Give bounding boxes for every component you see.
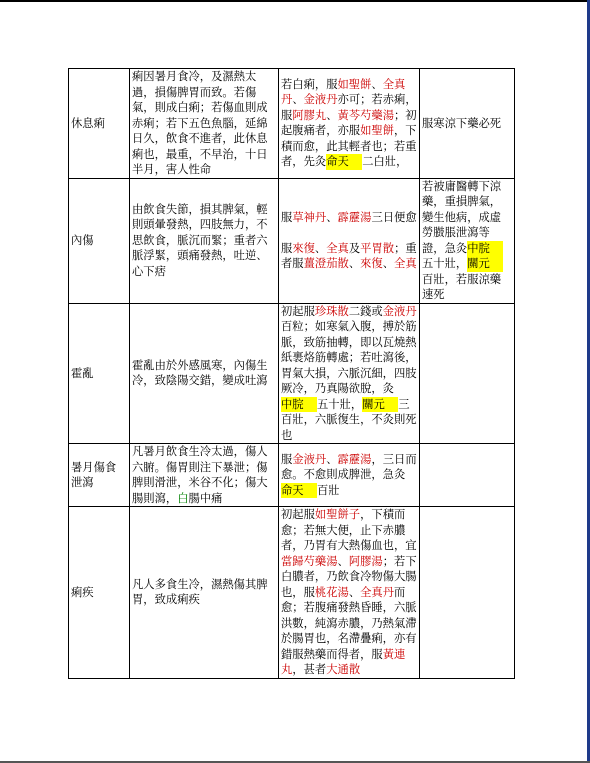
text-run: 、 bbox=[314, 241, 327, 255]
highlighted-point: 中脘 bbox=[467, 241, 503, 257]
text-run: 凡暑月飲食生冷太過，傷人六腑。傷胃則注下暴泄；傷脾則滑泄，米谷不化；傷大腸則瀉， bbox=[132, 445, 268, 505]
remedy-name: 阿膠丸 bbox=[292, 108, 327, 122]
text-run: 二錢或 bbox=[348, 304, 383, 318]
remedy-name: 全真 bbox=[394, 257, 417, 270]
text-run: 服 bbox=[281, 210, 293, 224]
remedy-name: 如聖餅 bbox=[337, 77, 372, 91]
text-run: 三百壯，六脈復生，不灸則死也 bbox=[281, 397, 417, 442]
remedy-name: 金液丹 bbox=[382, 304, 417, 318]
note-cell bbox=[420, 444, 515, 507]
highlighted-point: 命天 bbox=[326, 154, 362, 170]
text-run: 、 bbox=[371, 77, 383, 91]
disease-cell: 休息痢 bbox=[69, 69, 130, 179]
treatment-cell bbox=[279, 444, 420, 507]
cause-cell: 由飲食失節，損其脾氣，輕則頭暈發熱，四肢無力，不思飲食，脈沉而緊；重者六脈浮緊，頭痛發熱，吐逆、心下痞 bbox=[130, 178, 279, 303]
remedy-name: 全真丹 bbox=[281, 77, 406, 107]
highlighted-point: 命天 bbox=[281, 483, 317, 499]
treatment-cell bbox=[279, 178, 420, 303]
text-run: 、 bbox=[326, 452, 338, 466]
text-run: ；初起腹痛者，亦服 bbox=[281, 108, 417, 138]
disease-cell: 痢疾 bbox=[69, 507, 130, 679]
text-run: 亦可；若赤痢，服 bbox=[281, 93, 417, 122]
remedy-name: 全真丹 bbox=[360, 585, 395, 599]
disease-cell: 暑月傷食泄瀉 bbox=[69, 444, 130, 507]
text-run: 初起服 bbox=[281, 304, 315, 318]
remedy-name: 霹靂湯 bbox=[337, 452, 372, 466]
text-run: 、 bbox=[326, 108, 338, 122]
text-run: 服 bbox=[281, 241, 293, 255]
text-run: 及 bbox=[348, 241, 361, 255]
text-run: ，三日而愈。不愈則成脾泄，急灸 bbox=[281, 452, 417, 482]
text-run: 五十壯， bbox=[317, 397, 363, 411]
text-run: 白 bbox=[177, 491, 189, 505]
top-border bbox=[0, 0, 590, 2]
remedy-name: 黃連丸 bbox=[281, 647, 406, 676]
text-run: ；若下白膿者，乃飲食冷物傷大腸也，服 bbox=[281, 554, 417, 599]
remedy-name: 來復 bbox=[360, 257, 383, 270]
text-run: 三日便愈 bbox=[371, 210, 417, 224]
text-run: 、 bbox=[337, 554, 349, 568]
highlighted-point: 關元 bbox=[362, 397, 398, 413]
remedy-name: 霹靂湯 bbox=[337, 210, 372, 224]
cause-cell: 霍亂由於外感風寒，內傷生冷，致陰陽交錯，變成吐瀉 bbox=[130, 303, 279, 444]
text-run: ，甚者 bbox=[292, 663, 327, 676]
text-run: 初起服 bbox=[281, 508, 315, 521]
treatment-cell bbox=[279, 507, 420, 679]
text-run: 、 bbox=[382, 257, 395, 270]
highlighted-point: 關元 bbox=[467, 256, 503, 272]
remedy-name: 薑澄茄散 bbox=[303, 257, 349, 270]
remedy-name: 全真 bbox=[326, 241, 349, 255]
text-run: 若被庸醫轉下涼藥，重損脾氣，變生他病，成虛勞臌脹泄瀉等證，急灸 bbox=[422, 179, 502, 255]
symptom-table bbox=[68, 68, 515, 679]
table-row bbox=[69, 303, 515, 444]
text-run: 百壯 bbox=[317, 483, 340, 497]
cause-cell bbox=[130, 444, 279, 507]
remedy-name: 來復 bbox=[292, 241, 315, 255]
remedy-name: 平胃散 bbox=[360, 241, 395, 255]
note-cell bbox=[420, 507, 515, 679]
text-run: 服 bbox=[281, 452, 293, 466]
cause-cell: 凡人多食生冷，濕熱傷其脾胃，致成痢疾 bbox=[130, 507, 279, 679]
remedy-name: 黃芩芍藥湯 bbox=[337, 108, 395, 122]
treatment-cell bbox=[279, 303, 420, 444]
remedy-name: 桃花湯 bbox=[314, 585, 349, 599]
disease-cell: 內傷 bbox=[69, 178, 130, 303]
text-run: 百粒；如寒氣入腹，搏於筋脈，致筋抽轉，即以瓦燒熱紙裹烙筋轉處；若吐瀉後，胃氣大損，六脈沉細，四肢厥冷，乃真陽欲脫，灸 bbox=[281, 320, 417, 395]
text-run: 而愈；若腹痛發熱昏睡，六脈洪數，純瀉赤膿，乃熱氣滯於腸胃也，名滯疊痢，亦有錯服熱藥而得者，服 bbox=[281, 585, 417, 661]
table-row bbox=[69, 444, 515, 507]
remedy-name: 阿膠湯 bbox=[348, 554, 383, 568]
note-cell bbox=[420, 178, 515, 303]
remedy-name: 如聖餅子 bbox=[314, 508, 361, 521]
text-run: 、 bbox=[348, 585, 361, 599]
disease-cell: 霍亂 bbox=[69, 303, 130, 444]
remedy-name: 草神丹 bbox=[292, 210, 327, 224]
table-row bbox=[69, 178, 515, 303]
note-cell bbox=[420, 303, 515, 444]
text-run: ，下積而愈，此其輕者也；若重者，先灸 bbox=[281, 124, 417, 169]
table-row bbox=[69, 69, 515, 179]
text-run: 百壯，若服涼藥速死 bbox=[422, 272, 502, 301]
text-run: ；重者服 bbox=[281, 241, 417, 270]
remedy-name: 金液丹 bbox=[292, 452, 327, 466]
remedy-name: 如聖餅 bbox=[360, 124, 394, 138]
text-run: 五十壯， bbox=[422, 257, 468, 270]
treatment-cell bbox=[279, 69, 420, 179]
remedy-name: 珍珠散 bbox=[314, 304, 349, 318]
text-run: 若白痢，服 bbox=[281, 77, 338, 91]
remedy-name: 當歸芍藥湯 bbox=[281, 554, 338, 568]
text-run: 、 bbox=[292, 93, 304, 107]
highlighted-point: 中脘 bbox=[281, 397, 317, 413]
cause-cell: 痢因暑月食冷，及濕熱太過，損傷脾胃而致。若傷氣，則成白痢；若傷血則成赤痢；若下五色魚腦，延綿日久，飲食不進者，此休息痢也，最重，不早治，十日半月，害人性命 bbox=[130, 69, 279, 179]
text-run: 、 bbox=[326, 210, 338, 224]
remedy-name: 大通散 bbox=[326, 663, 361, 676]
note-cell: 服寒涼下藥必死 bbox=[420, 69, 515, 179]
text-run: 二白壯， bbox=[362, 155, 408, 169]
text-run: 、 bbox=[348, 257, 361, 270]
text-run: ，下積而愈；若無大便，止下赤膿者，乃胃有大熱傷血也，宜 bbox=[281, 508, 417, 552]
text-run: 腸中痛 bbox=[188, 491, 223, 505]
remedy-name: 金液丹 bbox=[303, 93, 338, 107]
table-row bbox=[69, 507, 515, 679]
